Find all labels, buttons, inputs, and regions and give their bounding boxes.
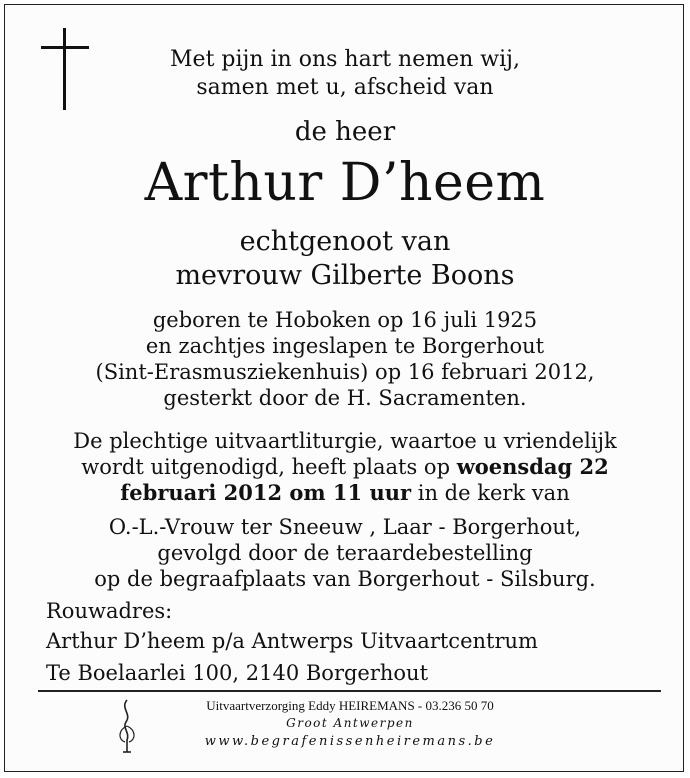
intro-line-1: Met pijn in ons hart nemen wij, bbox=[170, 47, 520, 72]
spouse-line-2: mevrouw Gilberte Boons bbox=[175, 260, 515, 291]
footer-divider bbox=[38, 690, 661, 692]
funeral-line-6: op de begraafplaats van Borgerhout - Silsburg. bbox=[94, 567, 596, 591]
bio-line-4: gesterkt door de H. Sacramenten. bbox=[163, 386, 527, 410]
footer-region: Groot Antwerpen bbox=[286, 716, 414, 730]
spouse-line-1: echtgenoot van bbox=[239, 226, 451, 257]
funeral-line-1: De plechtige uitvaartliturgie, waartoe u vriendelijk bbox=[73, 429, 617, 453]
funeral-line-5: gevolgd door de teraardebestelling bbox=[157, 541, 533, 565]
footer-website: www.begrafenissenheiremans.be bbox=[204, 734, 496, 749]
funeral-date: woensdag 22 bbox=[456, 454, 609, 479]
funeral-line-3: februari 2012 om 11 uur in de kerk van bbox=[120, 480, 570, 505]
footer-company: Uitvaartverzorging Eddy HEIREMANS - 03.236 50 70 bbox=[206, 698, 494, 713]
address-line-1: Arthur D’heem p/a Antwerps Uitvaartcentrum bbox=[46, 629, 538, 653]
address-line-2: Te Boelaarlei 100, 2140 Borgerhout bbox=[46, 661, 429, 685]
undertaker-logo-icon bbox=[114, 696, 140, 756]
title: de heer bbox=[294, 117, 396, 147]
intro-line-2: samen met u, afscheid van bbox=[196, 75, 494, 100]
bio-line-2: en zachtjes ingeslapen te Borgerhout bbox=[145, 334, 545, 358]
funeral-line-4: O.-L.-Vrouw ter Sneeuw , Laar - Borgerhout, bbox=[108, 515, 582, 539]
deceased-name: Arthur D’heem bbox=[144, 153, 546, 213]
bio-line-3: (Sint-Erasmusziekenhuis) op 16 februari 2012, bbox=[95, 360, 595, 384]
address-label: Rouwadres: bbox=[46, 599, 173, 623]
funeral-datetime: februari 2012 om 11 uur bbox=[120, 480, 412, 505]
funeral-line-2: wordt uitgenodigd, heeft plaats op woensdag 22 bbox=[81, 454, 609, 479]
bio-line-1: geboren te Hoboken op 16 juli 1925 bbox=[152, 308, 538, 332]
